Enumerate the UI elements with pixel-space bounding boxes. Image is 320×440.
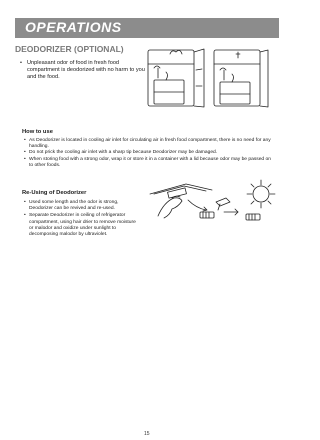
intro-list — [20, 60, 147, 82]
how-to-use-item: • When storing food with a strong odor, wrap it or store it in a container with a lid because odor may be passed on to other foods. — [24, 157, 274, 169]
page-title: OPERATIONS — [25, 19, 122, 35]
intro-bullet: • Unpleasant odor of food in fresh food compartment is deodorized with no harm to you and the food. — [27, 60, 147, 82]
reusing-item: • Used some length and the odor is strong, Deodorizer can be revived and re-used. — [24, 200, 136, 212]
header-bar — [15, 18, 279, 38]
reusing-list — [24, 200, 136, 239]
section-heading: DEODORIZER (OPTIONAL) — [15, 44, 124, 54]
how-to-use-item: • Do not prick the cooling air inlet with a sharp tip because Deodorizer may be damaged. — [24, 150, 274, 156]
how-to-use-item: • As Deodorizer is located in cooling air inlet for circulating air in fresh food compartment, there is no need for any handling. — [24, 138, 274, 150]
how-to-use-heading: How to use — [22, 129, 53, 135]
reusing-item: • Separate Deodorizer in ceiling of refrigerator compartment, using hair drier to remove moisture or malodor and oxidize under sunlight to decomposing malodor by ultraviolet. — [24, 213, 136, 238]
how-to-use-list — [24, 138, 274, 169]
fridge-deodorizer-illustration — [140, 46, 270, 108]
reusing-heading: Re-Using of Deodorizer — [22, 190, 87, 196]
page-number: 15 — [144, 431, 150, 437]
sun-drying-illustration — [148, 176, 283, 226]
